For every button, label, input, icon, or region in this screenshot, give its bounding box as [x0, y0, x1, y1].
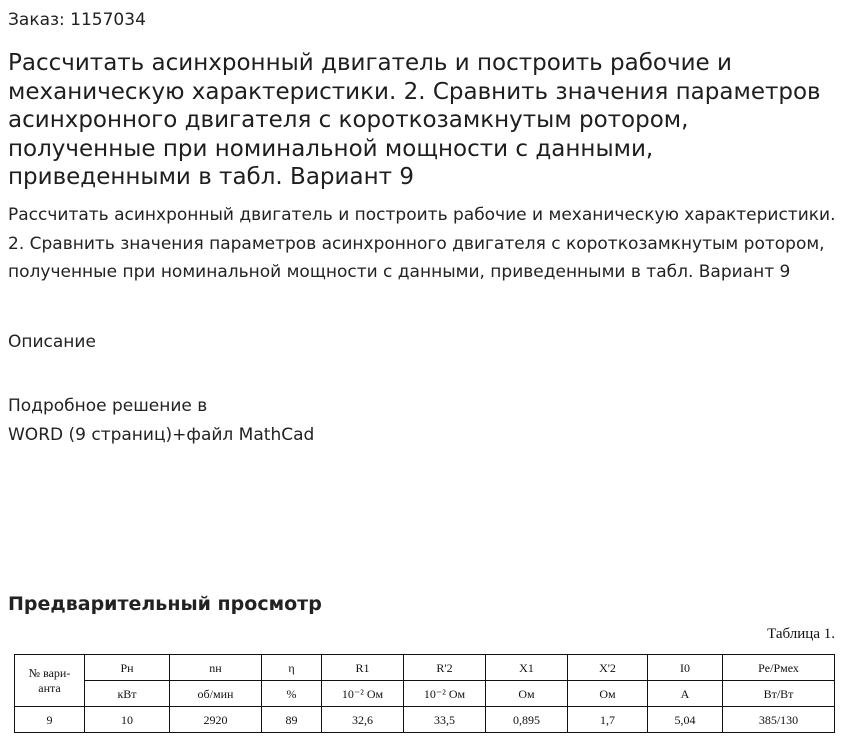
- param-value: 2920: [170, 707, 262, 733]
- param-unit: 10⁻² Ом: [322, 681, 404, 707]
- table-row: [15, 707, 835, 733]
- task-summary: Рассчитать асинхронный двигатель и построить рабочие и механическую характеристики. 2. Сравнить значения параметров асинхронного двигателя с короткозамкнутым ротором, полученные при номинальной мощности с данными, приведенными в табл. Вариант 9: [8, 205, 836, 282]
- param-symbol: I0: [648, 655, 723, 681]
- header-text: № вари-: [28, 665, 71, 680]
- description-heading: Описание: [8, 332, 96, 352]
- param-symbol: Pe/Pмех: [723, 655, 835, 681]
- description-body: [8, 392, 408, 450]
- preview-heading: Предварительный просмотр: [8, 593, 322, 615]
- header-text: анта: [38, 680, 61, 695]
- param-unit: кВт: [85, 681, 170, 707]
- param-unit: А: [648, 681, 723, 707]
- param-symbol: nн: [170, 655, 262, 681]
- variant-column-header: [15, 655, 85, 707]
- table-header-row: [15, 655, 835, 681]
- variant-number: 9: [15, 707, 85, 733]
- param-value: 5,04: [648, 707, 723, 733]
- param-value: 0,895: [486, 707, 568, 733]
- table-units-row: [15, 681, 835, 707]
- param-symbol: X1: [486, 655, 568, 681]
- param-symbol: η: [262, 655, 322, 681]
- param-unit: Ом: [568, 681, 648, 707]
- param-value: 89: [262, 707, 322, 733]
- param-unit: об/мин: [170, 681, 262, 707]
- page-title: Рассчитать асинхронный двигатель и построить рабочие и механическую характеристики. 2. Сравнить значения параметров асинхронного двигателя с короткозамкнутым ротором, полученные при номинальной мощности с данными, приведенными в табл. Вариант 9: [8, 50, 821, 190]
- param-symbol: R1: [322, 655, 404, 681]
- param-symbol: X'2: [568, 655, 648, 681]
- param-symbol: Pн: [85, 655, 170, 681]
- parameters-table: [14, 654, 835, 733]
- param-unit: %: [262, 681, 322, 707]
- param-value: 33,5: [404, 707, 486, 733]
- description-line: WORD (9 страниц)+файл MathCad: [8, 425, 315, 445]
- param-value: 10: [85, 707, 170, 733]
- param-unit: 10⁻² Ом: [404, 681, 486, 707]
- param-value: 32,6: [322, 707, 404, 733]
- param-unit: Вт/Вт: [723, 681, 835, 707]
- param-value: 1,7: [568, 707, 648, 733]
- description-line: Подробное решение в: [8, 396, 208, 416]
- order-number: Заказ: 1157034: [8, 10, 146, 30]
- param-symbol: R'2: [404, 655, 486, 681]
- param-value: 385/130: [723, 707, 835, 733]
- param-unit: Ом: [486, 681, 568, 707]
- table-caption: Таблица 1.: [767, 626, 835, 642]
